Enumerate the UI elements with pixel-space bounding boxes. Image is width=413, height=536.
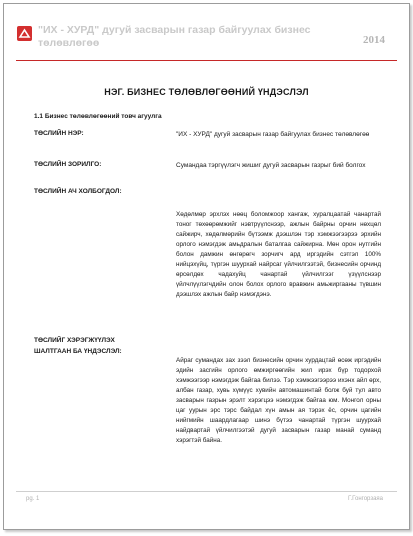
document-page — [3, 3, 410, 530]
header-divider — [16, 60, 397, 61]
footer-author: Г.Гонгорзаяа — [347, 496, 383, 502]
footer-divider — [16, 491, 397, 492]
justification-label-line2: ШАЛТГААН БА ҮНДЭСЛЭЛ: — [34, 348, 122, 355]
project-goal-label: ТӨСЛИЙН ЗОРИЛГО: — [34, 161, 102, 168]
project-goal-value: Сумандаа тэргүүлэгч жишиг дугуй засварын газрыг бий болгох — [176, 162, 366, 169]
project-significance-label: ТӨСЛИЙН АЧ ХОЛБОГДОЛ: — [34, 188, 122, 195]
chapter-heading: НЭГ. БИЗНЕС ТӨЛӨВЛӨГӨӨНИЙ ҮНДЭСЛЭЛ — [104, 87, 309, 97]
page-number: pg. 1 — [26, 496, 40, 502]
project-name-value: "ИХ - ХУРД" дугуй засварын газар байгуулах бизнес төлөвлөгөө — [176, 131, 370, 138]
section-title: 1.1 Бизнес төлөвлөгөөний товч агуулга — [34, 113, 162, 120]
project-significance-paragraph: Хөдөлмөр эрхлэх нөөц боломжоор хангаж, хуралцаатай чанартай тоног төхөөрөмжийг нэвтрүүлснээр, ажлын байрны орчин нөхцөл сайжирч, хөдөлмөрийн бүтээмж дээшлэн тэр хэмжээгээрээ эрхийн орлого нэмэгдэж амьдралын баталгаа сайжирна. Мөн орон нутгийн болон дамжин өнгөрөгч зорчигч ард иргэдийн сэтгэл 100% нийцэхүйц, түргэн шуурхай найрсаг үйлчилгээтэй, бизнесийн орчинд өрсөлдөх чадахуйц чанартай үйлчилгээг үзүүлснээр үйлчлүүлэгчдийн олон болох орлого вравжин амьжиргааны түвшин дээшлэх ажлын байр нэмэгдэнэ. — [176, 211, 381, 298]
justification-label-line1: ТӨСЛИЙГ ХЭРЭГЖҮҮЛЭХ — [34, 337, 115, 344]
company-logo-icon — [17, 26, 32, 41]
justification-paragraph: Айраг сумандах зах зээл бизнесийн орчин хурдацтай өсөж иргэдийн эдийн засгийн орлого өмжиргөөгийн жил ирэх бүр тодорхой хэмжээгээр нэмэгдэж байгаа билээ. Тэр хэмжээгээрээ ихэнх айл өрх, албан газар, хувь хүмүүс хувийн автомашинтай болж буй тул авто засварын газрын эрэлт хэрэгцээ нэмэгдэж байгаа юм. Монгол орны цаг уурын эрс тэрс байдал хүн амын ая тэрэх ёс, орчин цагийн нийгмийн шаардлагаар шинэ бүтээ чанартай түргэн шуурхай найдвартай үйлчилгээтэй дугуй засварын газар манай суманд хэрэгтэй байна. — [176, 357, 381, 444]
project-name-label: ТӨСЛИЙН НЭР: — [34, 130, 84, 137]
document-year: 2014 — [363, 34, 385, 46]
document-header-title: "ИХ - ХУРД" дугуй засварын газар байгуулах бизнес төлөвлөгөө — [38, 24, 311, 49]
